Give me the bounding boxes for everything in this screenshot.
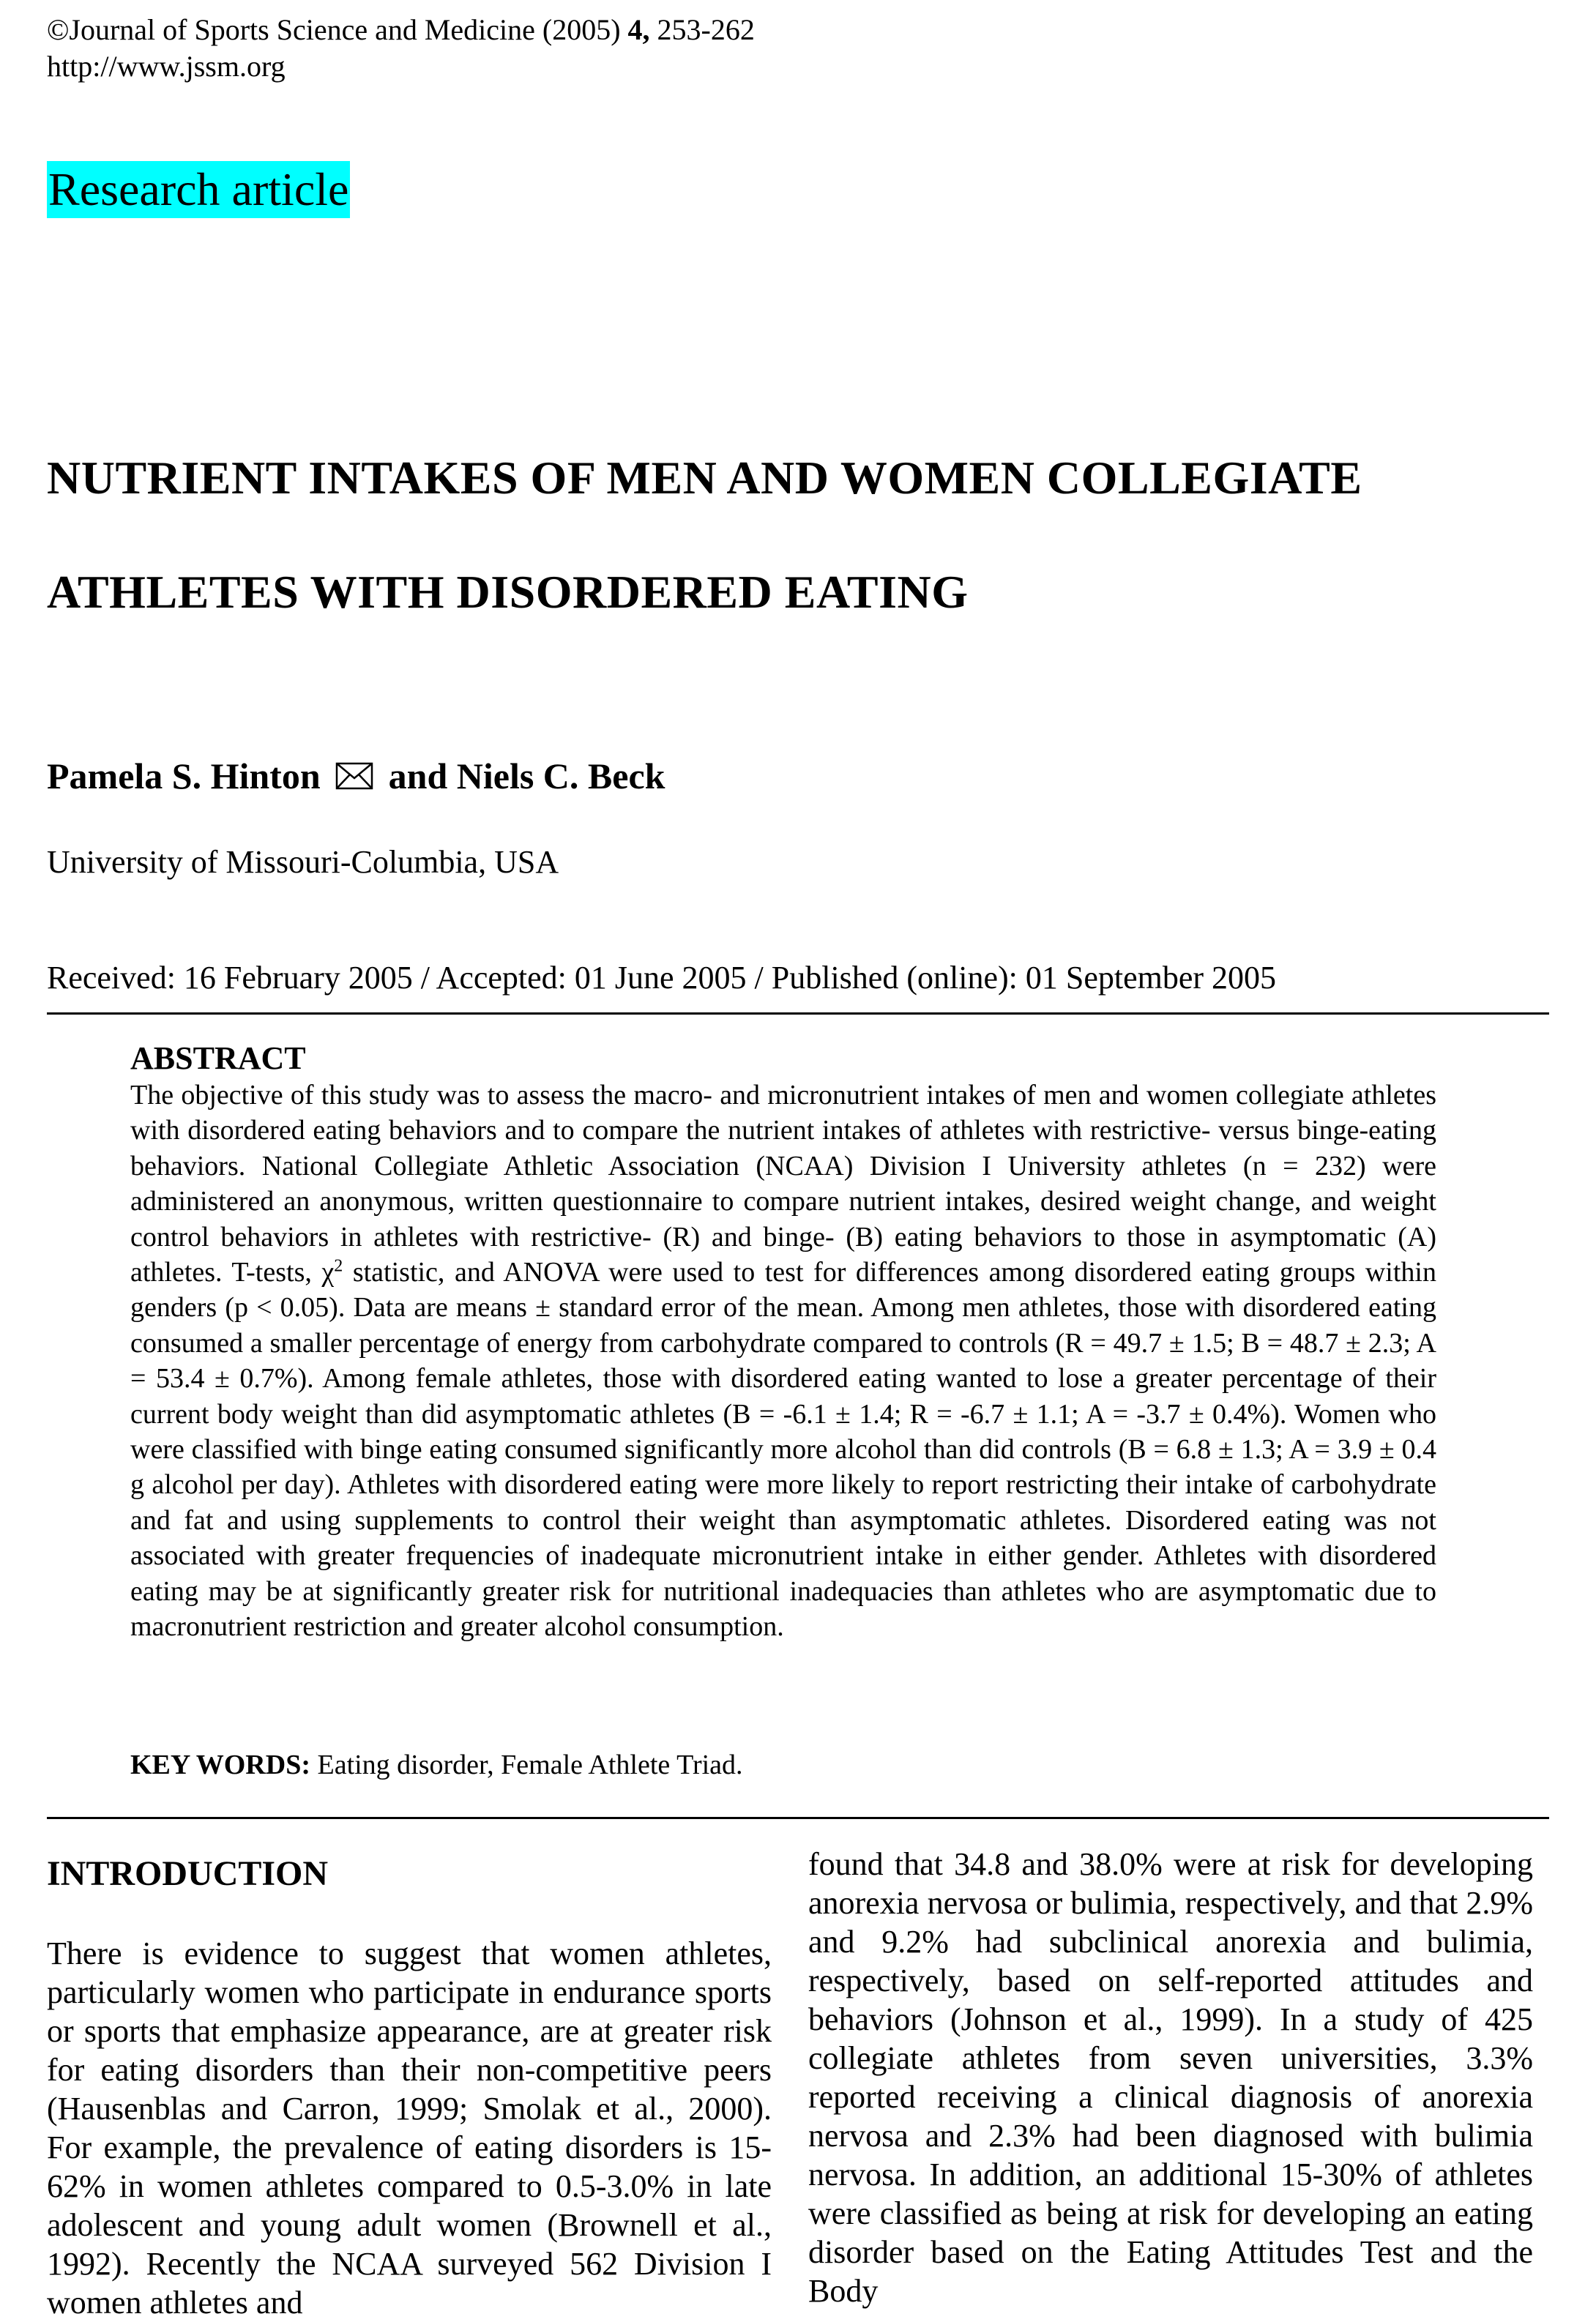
journal-volume: 4, [627, 13, 650, 46]
chi-square-superscript: 2 [334, 1256, 343, 1276]
intro-right-column [808, 1845, 1533, 2310]
publication-dates: Received: 16 February 2005 / Accepted: 01 June 2005 / Published (online): 01 September 2005 [47, 960, 1277, 996]
intro-paragraph-right: found that 34.8 and 38.0% were at risk for developing anorexia nervosa or bulimia, respectively, and that 2.9% and 9.2% had subclinical anorexia and bulimia, respectively, based on self-reported attitudes and behaviors (Johnson et al., 1999). In a study of 425 collegiate athletes from seven universities, 3.3% reported receiving a clinical diagnosis of anorexia nervosa and 2.3% had been diagnosed with bulimia nervosa. In addition, an additional 15-30% of athletes were classified as being at risk for developing an eating disorder based on the Eating Attitudes Test and the Body [808, 1846, 1533, 2309]
keywords-label: KEY WORDS: [130, 1750, 310, 1780]
abstract-text: The objective of this study was to assess the macro- and micronutrient intakes of men and women collegiate athletes with disordered eating behaviors and to compare the nutrient intakes of athletes with restrictive- versus binge-eating behaviors. National Collegiate Athletic Association (NCAA) Division I University athletes (n = 232) were administered an anonymous, written questionnaire to compare nutrient intakes, desired weight change, and weight control behaviors in athletes with restrictive- (R) and binge- (B) eating behaviors to those in asymptomatic (A) athletes. T-tests, $\chi^2$ statistic, and ANOVA were used to test for differences among disordered eating groups within genders (p < 0.05). Data are means ± standard error of the mean. Among men athletes, those with disordered eating consumed a smaller percentage of energy from carbohydrate compared to controls (R = 49.7 ± 1.5; B = 48.7 ± 2.3; A = 53.4 ± 0.7%). Among female athletes, those with disordered eating wanted to lose a greater percentage of their current body weight than did asymptomatic athletes (B = -6.1 ± 1.4; R = -6.7 ± 1.1; A = -3.7 ± 0.4%). Women who were classified with binge eating consumed significantly more alcohol than did controls (B = 6.8 ± 1.3; A = 3.9 ± 0.4 g alcohol per day). Athletes with disordered eating were more likely to report restricting their intake of carbohydrate and fat and using supplements to control their weight than asymptomatic athletes. Disordered eating was not associated with greater frequencies of inadequate micronutrient intake in either gender. Athletes with disordered eating may be at significantly greater risk for nutritional inadequacies than athletes who are asymptomatic due to macronutrient restriction and greater alcohol consumption. [130, 1080, 1436, 1643]
affiliation: University of Missouri-Columbia, USA [47, 844, 559, 880]
journal-url[interactable]: http://www.jssm.org [47, 50, 286, 83]
intro-left-column [47, 1852, 772, 2322]
article-title [47, 421, 1555, 649]
author-list [47, 747, 665, 805]
keywords [130, 1747, 743, 1783]
introduction-heading: INTRODUCTION [47, 1854, 329, 1893]
intro-paragraph-left: There is evidence to suggest that women athletes, particularly women who participate in endurance sports or sports that emphasize appearance, are at greater risk for eating disorders than their non-competitive peers (Hausenblas and Carron, 1999; Smolak et al., 2000). For example, the prevalence of eating disorders is 15-62% in women athletes compared to 0.5-3.0% in late adolescent and young adult women (Brownell et al., 1992). Recently the NCAA surveyed 562 Division I women athletes and [47, 1935, 772, 2321]
title-line-2: ATHLETES WITH DISORDERED EATING [47, 566, 969, 618]
abstract-heading: ABSTRACT [130, 1040, 306, 1076]
abstract-section [130, 1039, 1436, 1645]
article-type-label: Research article [47, 161, 350, 218]
keywords-value: Eating disorder, Female Athlete Triad. [310, 1750, 743, 1780]
divider-top [47, 1012, 1549, 1015]
divider-bottom [47, 1817, 1549, 1819]
envelope-icon[interactable] [335, 762, 373, 790]
title-line-1: NUTRIENT INTAKES OF MEN AND WOMEN COLLEGIATE [47, 452, 1362, 504]
author-first: Pamela S. Hinton [47, 755, 321, 796]
journal-citation: ©Journal of Sports Science and Medicine (2005) 4, 253-262 [47, 13, 755, 46]
author-rest: and Niels C. Beck [388, 755, 665, 796]
journal-header [47, 12, 755, 85]
